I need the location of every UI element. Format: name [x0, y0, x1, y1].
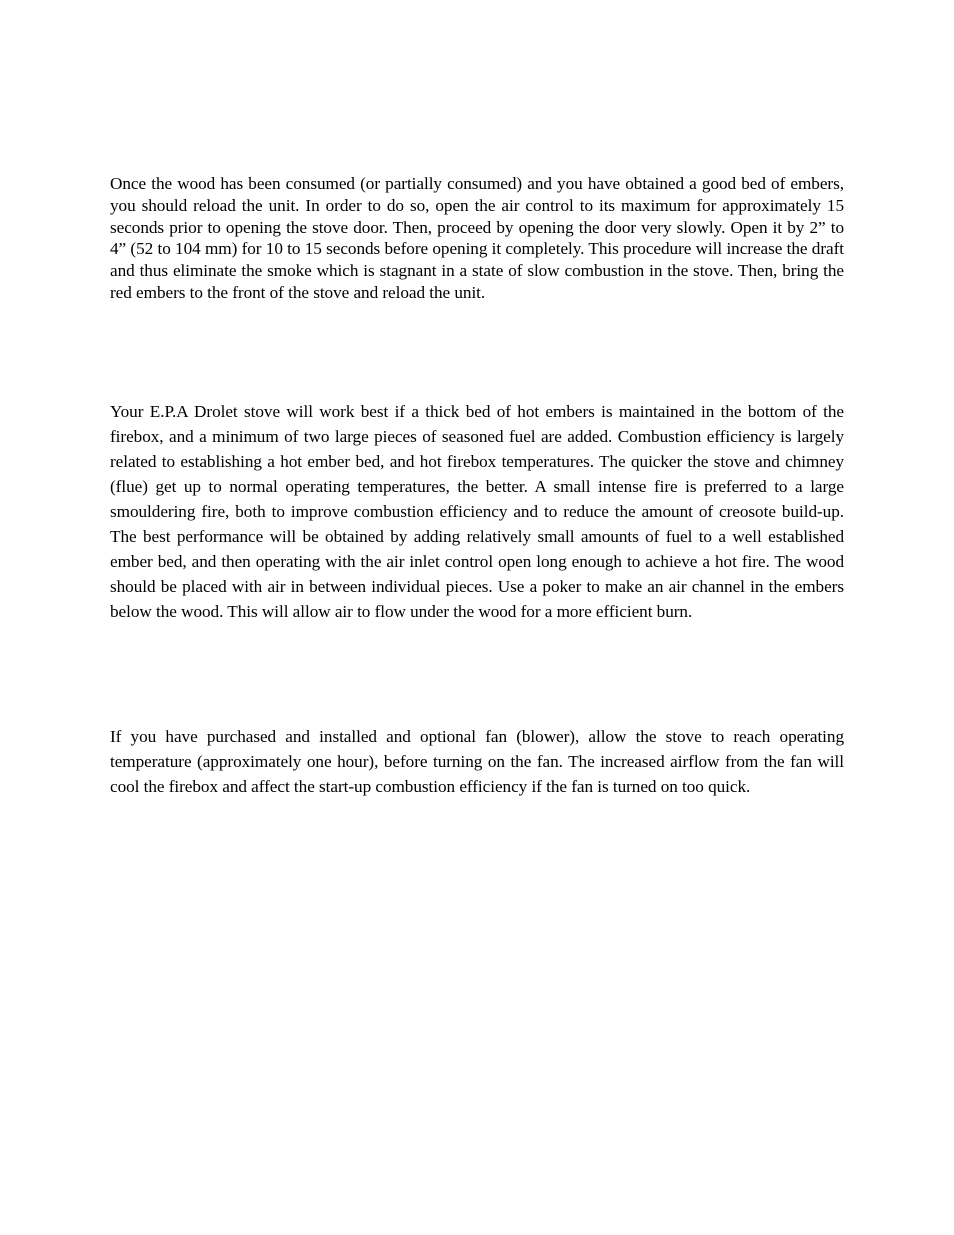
- paragraph-optional-fan: If you have purchased and installed and optional fan (blower), allow the stove to reach operating temperature (approximately one hour), before turning on the fan. The increased airflow from the fan will cool the firebox and affect the start-up combustion efficiency if the fan is turned on too quick.: [110, 727, 844, 796]
- paragraph-reloading: Once the wood has been consumed (or partially consumed) and you have obtained a good bed of embers, you should reload the unit. In order to do so, open the air control to its maximum for approximately 15 seconds prior to opening the stove door. Then, proceed by opening the door very slowly. Open it by 2” to 4” (52 to 104 mm) for 10 to 15 seconds before opening it completely. This procedure will increase the draft and thus eliminate the smoke which is stagnant in a state of slow combustion in the stove. Then, bring the red embers to the front of the stove and reload the unit.: [110, 174, 844, 302]
- paragraph-ember-bed: Your E.P.A Drolet stove will work best if a thick bed of hot embers is maintained in the bottom of the firebox, and a minimum of two large pieces of seasoned fuel are added. Combustion efficiency is largely related to establishing a hot ember bed, and hot firebox temperatures. The quicker the stove and chimney (flue) get up to normal operating temperatures, the better. A small intense fire is preferred to a large smouldering fire, both to improve combustion efficiency and to reduce the amount of creosote build-up. The best performance will be obtained by adding relatively small amounts of fuel to a well established ember bed, and then operating with the air inlet control open long enough to achieve a hot fire. The wood should be placed with air in between individual pieces. Use a poker to make an air channel in the embers below the wood. This will allow air to flow under the wood for a more efficient burn.: [110, 402, 844, 621]
